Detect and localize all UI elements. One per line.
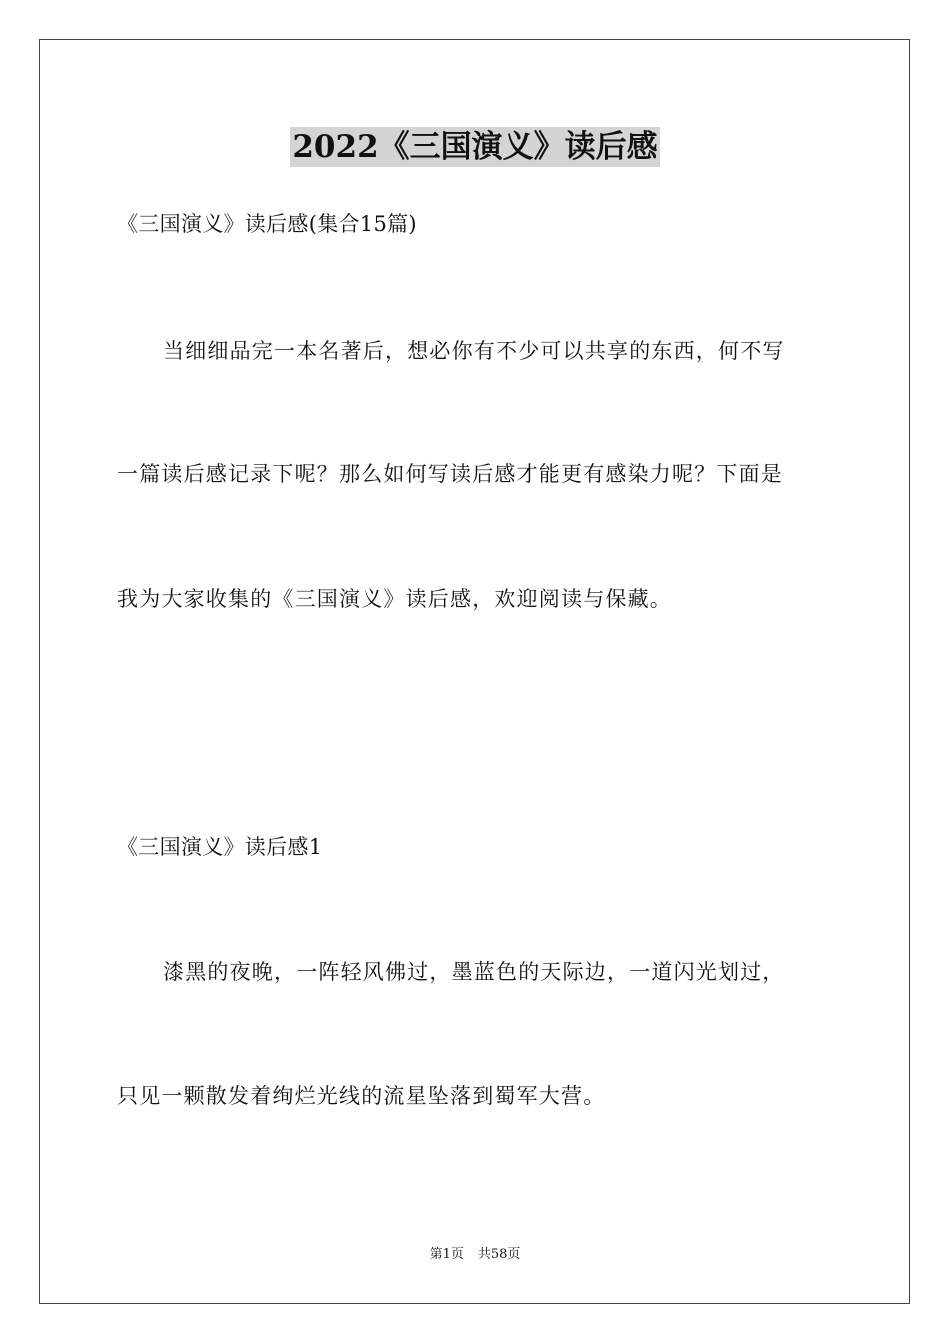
section-heading: 《三国演义》读后感1 [117, 835, 323, 859]
document-subtitle: 《三国演义》读后感(集合15篇) [117, 212, 417, 236]
page-number-current: 第1页 [429, 1247, 464, 1262]
title-container [0, 127, 950, 167]
section-line-2: 只见一颗散发着绚烂光线的流星坠落到蜀军大营。 [117, 1084, 606, 1108]
document-title: 2022《三国演义》读后感 [292, 129, 658, 165]
section-line-1: 漆黑的夜晚，一阵轻风佛过，墨蓝色的天际边，一道闪光划过， [163, 960, 785, 984]
page-number-total: 共58页 [477, 1247, 521, 1262]
page-footer [0, 1246, 950, 1264]
intro-line-1: 当细细品完一本名著后，想必你有不少可以共享的东西，何不写 [163, 339, 785, 363]
intro-line-3: 我为大家收集的《三国演义》读后感，欢迎阅读与保藏。 [117, 587, 672, 611]
intro-line-2: 一篇读后感记录下呢？那么如何写读后感才能更有感染力呢？下面是 [117, 462, 783, 486]
